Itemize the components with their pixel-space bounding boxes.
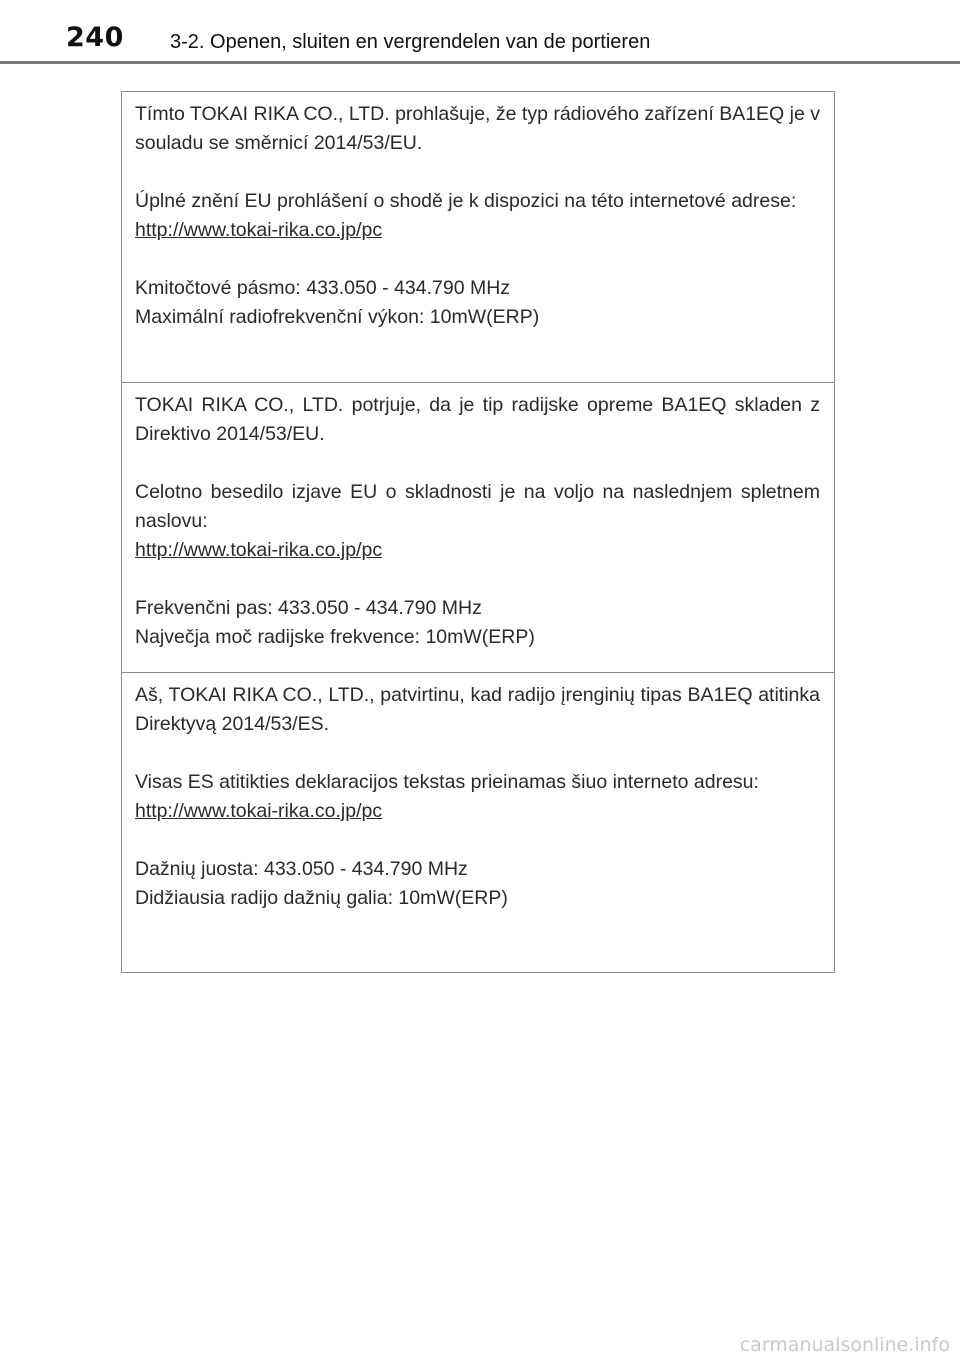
declaration-text: TOKAI RIKA CO., LTD. potrjuje, da je tip radijske opreme BA1EQ skladen z Direktivo 2014/53/EU.: [135, 394, 820, 445]
page-number: 240: [66, 22, 124, 53]
section-title: 3-2. Openen, sluiten en vergrendelen van de portieren: [170, 31, 651, 53]
header-divider: [0, 61, 960, 64]
full-text-notice: Visas ES atitikties deklaracijos tekstas prieinamas šiuo interneto adresu:: [135, 771, 759, 793]
max-power: Maximální radiofrekvenční výkon: 10mW(ERP): [135, 306, 540, 328]
max-power: Največja moč radijske frekvence: 10mW(ERP): [135, 626, 535, 648]
declaration-url-link[interactable]: http://www.tokai-rika.co.jp/pc: [135, 539, 383, 561]
frequency-band: Dažnių juosta: 433.050 - 434.790 MHz: [135, 858, 468, 880]
frequency-band: Frekvenčni pas: 433.050 - 434.790 MHz: [135, 597, 482, 619]
frequency-band: Kmitočtové pásmo: 433.050 - 434.790 MHz: [135, 277, 511, 299]
site-watermark: carmanualsonline.info: [739, 1334, 950, 1356]
page-header: [0, 0, 960, 64]
declaration-block-czech: [122, 92, 834, 382]
declaration-url-link[interactable]: http://www.tokai-rika.co.jp/pc: [135, 800, 383, 822]
max-power: Didžiausia radijo dažnių galia: 10mW(ERP): [135, 887, 508, 909]
full-text-notice: Úplné znění EU prohlášení o shodě je k dispozici na této internetové adrese:: [135, 190, 797, 212]
full-text-notice: Celotno besedilo izjave EU o skladnosti je na voljo na naslednjem spletnem naslovu:: [135, 481, 820, 532]
declaration-block-slovenian: [122, 382, 834, 672]
declaration-text: Aš, TOKAI RIKA CO., LTD., patvirtinu, kad radijo įrenginių tipas BA1EQ atitinka Direktyvą 2014/53/ES.: [135, 684, 820, 735]
declaration-block-lithuanian: [122, 672, 834, 972]
declaration-text: Tímto TOKAI RIKA CO., LTD. prohlašuje, že typ rádiového zařízení BA1EQ je v souladu se směrnicí 2014/53/EU.: [135, 103, 820, 154]
declaration-url-link[interactable]: http://www.tokai-rika.co.jp/pc: [135, 219, 383, 241]
declaration-table: [121, 91, 835, 973]
